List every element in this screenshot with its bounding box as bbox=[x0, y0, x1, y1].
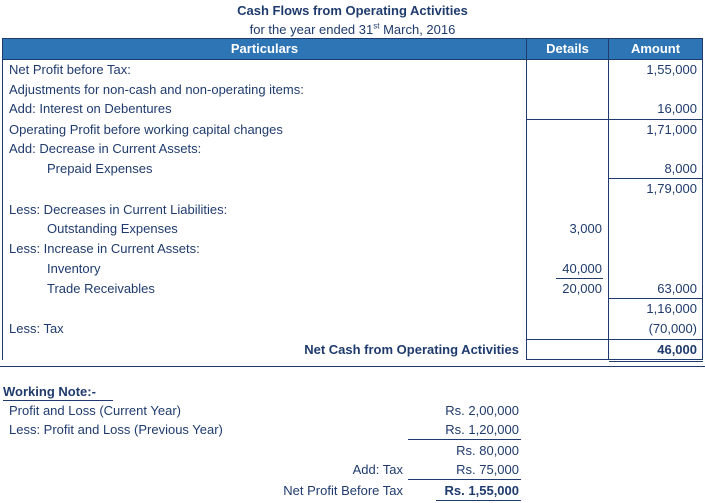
wn-previous-label: Less: Profit and Loss (Previous Year) bbox=[9, 422, 223, 437]
rule-net-cash-top bbox=[527, 339, 703, 340]
row-interest-label: Add: Interest on Debentures bbox=[9, 101, 172, 116]
rule-net-cash-double bbox=[609, 361, 703, 362]
table-header-border bbox=[2, 59, 703, 60]
wn-rule-npbt bbox=[408, 479, 521, 480]
statement-title: Cash Flows from Operating Activities bbox=[237, 3, 468, 18]
row-outstanding-details: 3,000 bbox=[569, 221, 602, 236]
rule-net-cash-bottom bbox=[527, 359, 703, 360]
wn-add-tax-value: Rs. 75,000 bbox=[456, 462, 519, 477]
row-interest-amount: 16,000 bbox=[657, 101, 697, 116]
wn-rule-diff bbox=[408, 439, 521, 440]
table-top-border bbox=[2, 38, 703, 39]
rule-inventory bbox=[556, 278, 603, 279]
wn-add-tax-label: Add: Tax bbox=[352, 462, 403, 477]
wn-diff-value: Rs. 80,000 bbox=[456, 443, 519, 458]
table-bottom-border bbox=[0, 366, 705, 367]
wn-current-label: Profit and Loss (Current Year) bbox=[9, 403, 181, 418]
rule-op-profit bbox=[527, 119, 703, 120]
header-particulars: Particulars bbox=[3, 39, 526, 59]
amount-column-border bbox=[608, 38, 609, 360]
row-net-profit-label: Net Profit before Tax: bbox=[9, 62, 131, 77]
row-tax-label: Less: Tax bbox=[9, 321, 64, 336]
wn-previous-value: Rs. 1,20,000 bbox=[445, 422, 519, 437]
row-inventory-details: 40,000 bbox=[562, 261, 602, 276]
row-prepaid-amount: 8,000 bbox=[664, 161, 697, 176]
row-receivables-label: Trade Receivables bbox=[47, 281, 155, 296]
wn-npbt-value: Rs. 1,55,000 bbox=[444, 483, 519, 498]
row-decrease-cl-label: Less: Decreases in Current Liabilities: bbox=[9, 202, 228, 217]
row-increase-ca-label: Less: Increase in Current Assets: bbox=[9, 241, 200, 256]
row-receivables-details: 20,000 bbox=[562, 281, 602, 296]
row-subtotal1-amount: 1,79,000 bbox=[646, 181, 697, 196]
row-adjustments-label: Adjustments for non-cash and non-operating items: bbox=[9, 82, 304, 97]
row-decrease-ca-label: Add: Decrease in Current Assets: bbox=[9, 141, 202, 156]
rule-subtotal1 bbox=[609, 178, 703, 179]
header-details: Details bbox=[527, 39, 608, 59]
row-subtotal2-amount: 1,16,000 bbox=[646, 301, 697, 316]
rule-subtotal2 bbox=[609, 298, 703, 299]
row-net-cash-amount: 46,000 bbox=[657, 342, 697, 357]
row-op-profit-amount: 1,71,000 bbox=[646, 122, 697, 137]
working-note-heading: Working Note:- bbox=[3, 384, 96, 399]
row-op-profit-label: Operating Profit before working capital changes bbox=[9, 122, 283, 137]
row-prepaid-label: Prepaid Expenses bbox=[47, 161, 153, 176]
row-net-profit-amount: 1,55,000 bbox=[646, 62, 697, 77]
wn-current-value: Rs. 2,00,000 bbox=[445, 403, 519, 418]
wn-npbt-label: Net Profit Before Tax bbox=[283, 483, 403, 498]
row-outstanding-label: Outstanding Expenses bbox=[47, 221, 178, 236]
header-amount: Amount bbox=[609, 39, 702, 59]
row-receivables-amount: 63,000 bbox=[657, 281, 697, 296]
row-net-cash-label: Net Cash from Operating Activities bbox=[304, 342, 519, 357]
row-tax-amount: (70,000) bbox=[648, 321, 697, 336]
table-right-border bbox=[702, 38, 703, 360]
statement-subtitle: for the year ended 31st March, 2016 bbox=[249, 21, 456, 37]
row-inventory-label: Inventory bbox=[47, 261, 101, 276]
working-note-underline bbox=[3, 400, 113, 401]
details-column-border bbox=[526, 38, 527, 360]
table-left-border bbox=[2, 38, 3, 360]
wn-rule-npbt-bottom bbox=[436, 500, 521, 501]
